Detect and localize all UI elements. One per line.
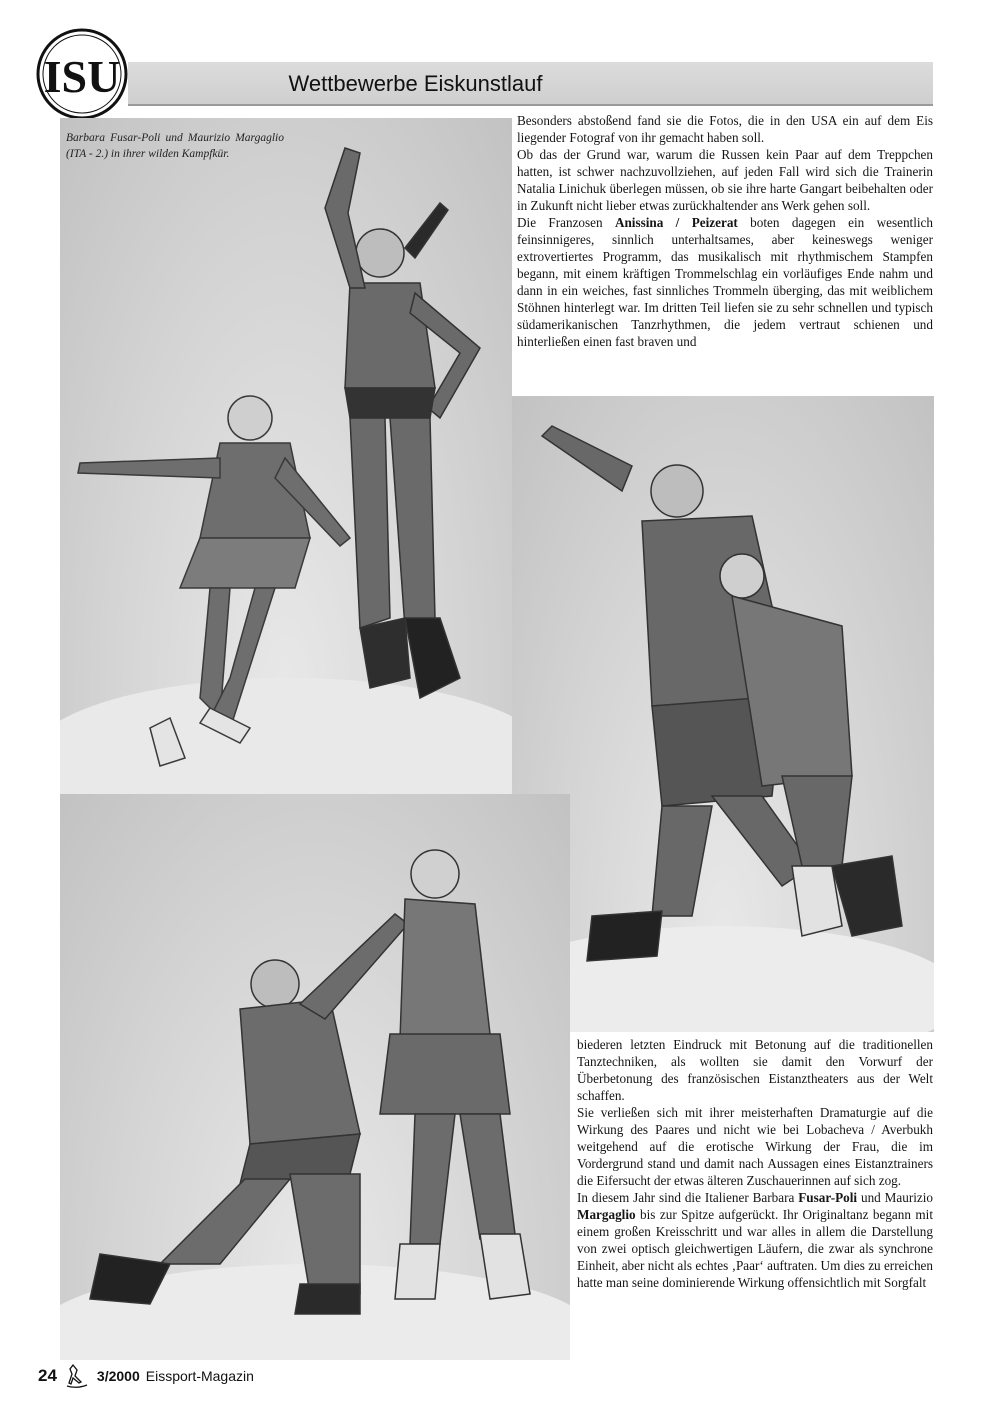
- photo-skaters-embrace: [512, 396, 934, 1032]
- text-run: boten dagegen ein wesentlich feinsinnigeres, sinnlich unterhaltsames, aber keineswegs weniger extrovertiertes Programm, das musikalisch mit rhythmischem Stampfen begann, mit einem kräftigen Trommelschlag ein vorläufiges Ende nahm und dann in ein weiches, fast sinnliches Trommeln überging, das mit weiblichem Stöhnen hinterlegt war. Im dritten Teil liefen sie zu sehr schnellen und typisch südamerikanischen Tanzrhythmen, die jedem vertraut schienen und hinterließen einen fast braven und: [517, 215, 933, 349]
- text-run: und Maurizio: [857, 1190, 933, 1205]
- article-paragraph: biederen letzten Eindruck mit Betonung auf die traditionellen Tanztechniken, als wollten sie damit den Vorwurf der Überbetonung des französischen Eistanztheaters aus der Welt schaffen.: [577, 1037, 933, 1103]
- isu-logo-text: ISU: [43, 51, 121, 102]
- page-title: Wettbewerbe Eiskunstlauf: [288, 71, 543, 96]
- article-paragraph: Sie verließen sich mit ihrer meisterhaften Dramaturgie auf die Wirkung des Paares und nicht wie bei Lobacheva / Averbukh weitgehend auf die erotische Wirkung der Frau, die im Vordergrund stand und damit nach Aussagen eines Eistanztrainers die Eifersucht der etwas älteren Zuschauerinnen auf sich zog.: [577, 1105, 933, 1188]
- page-footer: [38, 1360, 254, 1392]
- article-column-bottom: [577, 1036, 933, 1354]
- photo-skaters-jump: [60, 118, 512, 794]
- article-paragraph: Besonders abstoßend fand sie die Fotos, die in den USA ein auf dem Eis liegender Fotograf von ihr gemacht haben soll.: [517, 113, 933, 145]
- isu-logo: [34, 26, 130, 122]
- article-paragraph: [517, 214, 933, 350]
- magazine-name: Eissport-Magazin: [145, 1368, 254, 1384]
- text-run: In diesem Jahr sind die Italiener Barbara: [577, 1190, 799, 1205]
- text-run: bis zur Spitze aufgerückt. Ihr Originaltanz begann mit einem großen Kreisschritt und war alles in allem die Darstellung von zwei optisch gleichwertigen Läufern, die zwar als synchrone Einheit, aber nicht als echtes ‚Paar‘ auftraten. Um dies zu erreichen hatte man seine dominierende Wirkung offensichtlich mit Sorgfalt: [577, 1207, 933, 1290]
- issue-number: 3/2000: [96, 1368, 140, 1384]
- skater-name-bold: Margaglio: [577, 1207, 636, 1222]
- page-number: 24: [38, 1366, 57, 1385]
- photo-skaters-kneel: [60, 794, 570, 1360]
- skater-icon: [63, 1362, 91, 1390]
- skater-name-bold: Fusar-Poli: [798, 1190, 858, 1205]
- article-paragraph: Ob das der Grund war, warum die Russen kein Paar auf dem Treppchen hatten, ist schwer nachzuvollziehen, auf jeden Fall wird sich die Trainerin Natalia Linichuk überlegen müssen, ob sie ihre harte Gangart beibehalten oder in Zukunft nicht lieber etwas zurückhaltender ans Werk gehen soll.: [517, 147, 933, 213]
- text-run: Die Franzosen: [517, 215, 615, 230]
- article-column-top: [517, 112, 933, 394]
- article-paragraph: [577, 1189, 933, 1291]
- pair-name-bold: Anissina / Peizerat: [614, 215, 738, 230]
- photo-caption: Barbara Fusar-Poli und Maurizio Margaglio (ITA - 2.) in ihrer wilden Kampfkür.: [66, 132, 284, 160]
